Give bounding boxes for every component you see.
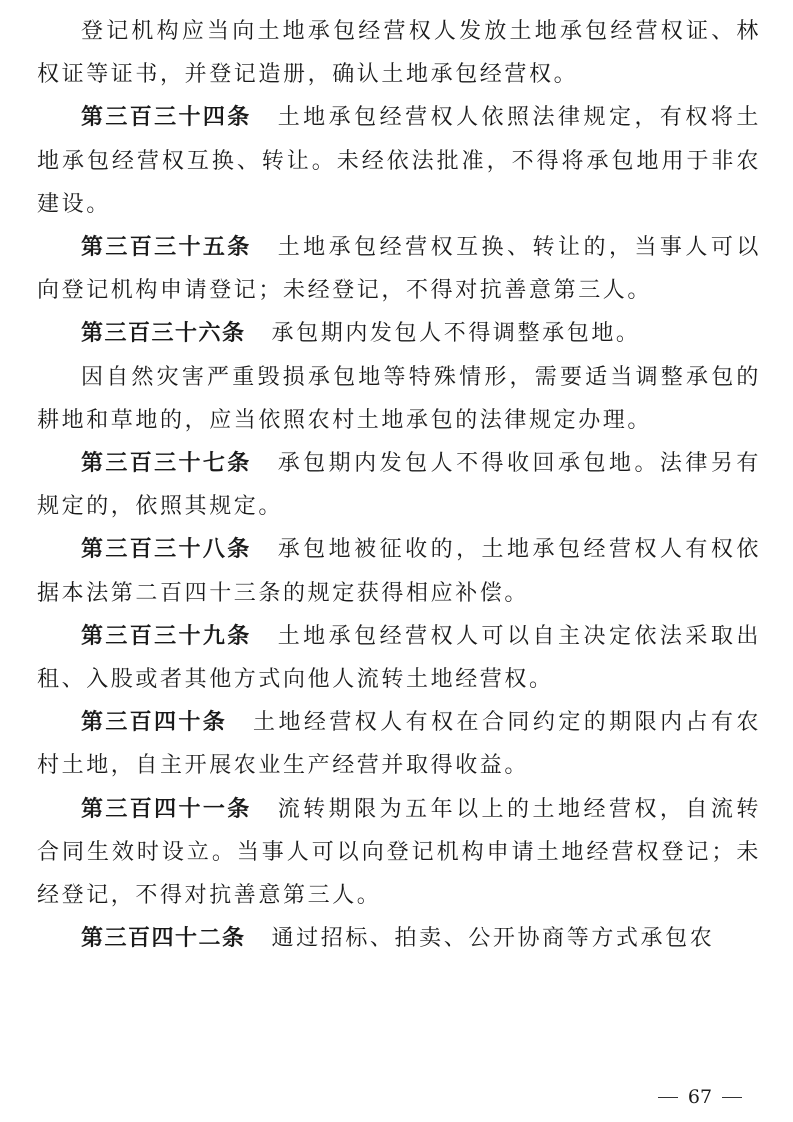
page-number: 67 <box>687 1086 713 1108</box>
article-text: 承包地被征收的，土地承包经营权人有权依据本法第二百四十三条的规定获得相应补偿。 <box>37 537 761 606</box>
footer-dash-left <box>658 1097 678 1098</box>
paragraph-text: 登记机构应当向土地承包经营权人发放土地承包经营权证、林权证等证书，并登记造册，确认土地承包经营权。 <box>37 19 761 88</box>
article-342 <box>37 917 761 960</box>
article-text: 土地承包经营权人可以自主决定依法采取出租、入股或者其他方式向他人流转土地经营权。 <box>37 623 761 693</box>
article-340 <box>37 701 761 787</box>
article-heading: 第三百三十九条 <box>81 623 252 649</box>
article-heading: 第三百四十一条 <box>81 796 252 822</box>
article-337 <box>37 442 761 528</box>
article-339 <box>37 615 761 701</box>
article-text: 承包期内发包人不得收回承包地。法律另有规定的，依照其规定。 <box>37 451 761 520</box>
article-heading: 第三百三十四条 <box>81 105 252 131</box>
paragraph <box>37 356 761 442</box>
page-footer <box>640 1083 760 1111</box>
article-text: 通过招标、拍卖、公开协商等方式承包农 <box>271 926 715 952</box>
article-heading: 第三百三十五条 <box>81 235 252 261</box>
article-341 <box>37 788 761 918</box>
article-text: 土地承包经营权人依照法律规定，有权将土地承包经营权互换、转让。未经依法批准，不得将承包地用于非农建设。 <box>37 105 761 217</box>
paragraph-text: 因自然灾害严重毁损承包地等特殊情形，需要适当调整承包的耕地和草地的，应当依照农村土地承包的法律规定办理。 <box>37 364 761 433</box>
article-text: 承包期内发包人不得调整承包地。 <box>271 321 641 347</box>
article-heading: 第三百三十七条 <box>81 451 252 477</box>
article-heading: 第三百四十条 <box>81 710 228 736</box>
article-text: 流转期限为五年以上的土地经营权，自流转合同生效时设立。当事人可以向登记机构申请土地经营权登记；未经登记，不得对抗善意第三人。 <box>37 796 761 909</box>
paragraph <box>37 10 761 96</box>
document-body <box>37 10 761 960</box>
article-338 <box>37 528 761 614</box>
article-heading: 第三百四十二条 <box>81 926 246 952</box>
article-heading: 第三百三十八条 <box>81 537 252 563</box>
footer-dash-right <box>722 1097 742 1098</box>
article-text: 土地承包经营权互换、转让的，当事人可以向登记机构申请登记；未经登记，不得对抗善意第三人。 <box>37 235 761 304</box>
article-336 <box>37 312 761 355</box>
article-335 <box>37 226 761 312</box>
article-text: 土地经营权人有权在合同约定的期限内占有农村土地，自主开展农业生产经营并取得收益。 <box>37 710 761 779</box>
article-334 <box>37 96 761 226</box>
article-heading: 第三百三十六条 <box>81 321 246 347</box>
